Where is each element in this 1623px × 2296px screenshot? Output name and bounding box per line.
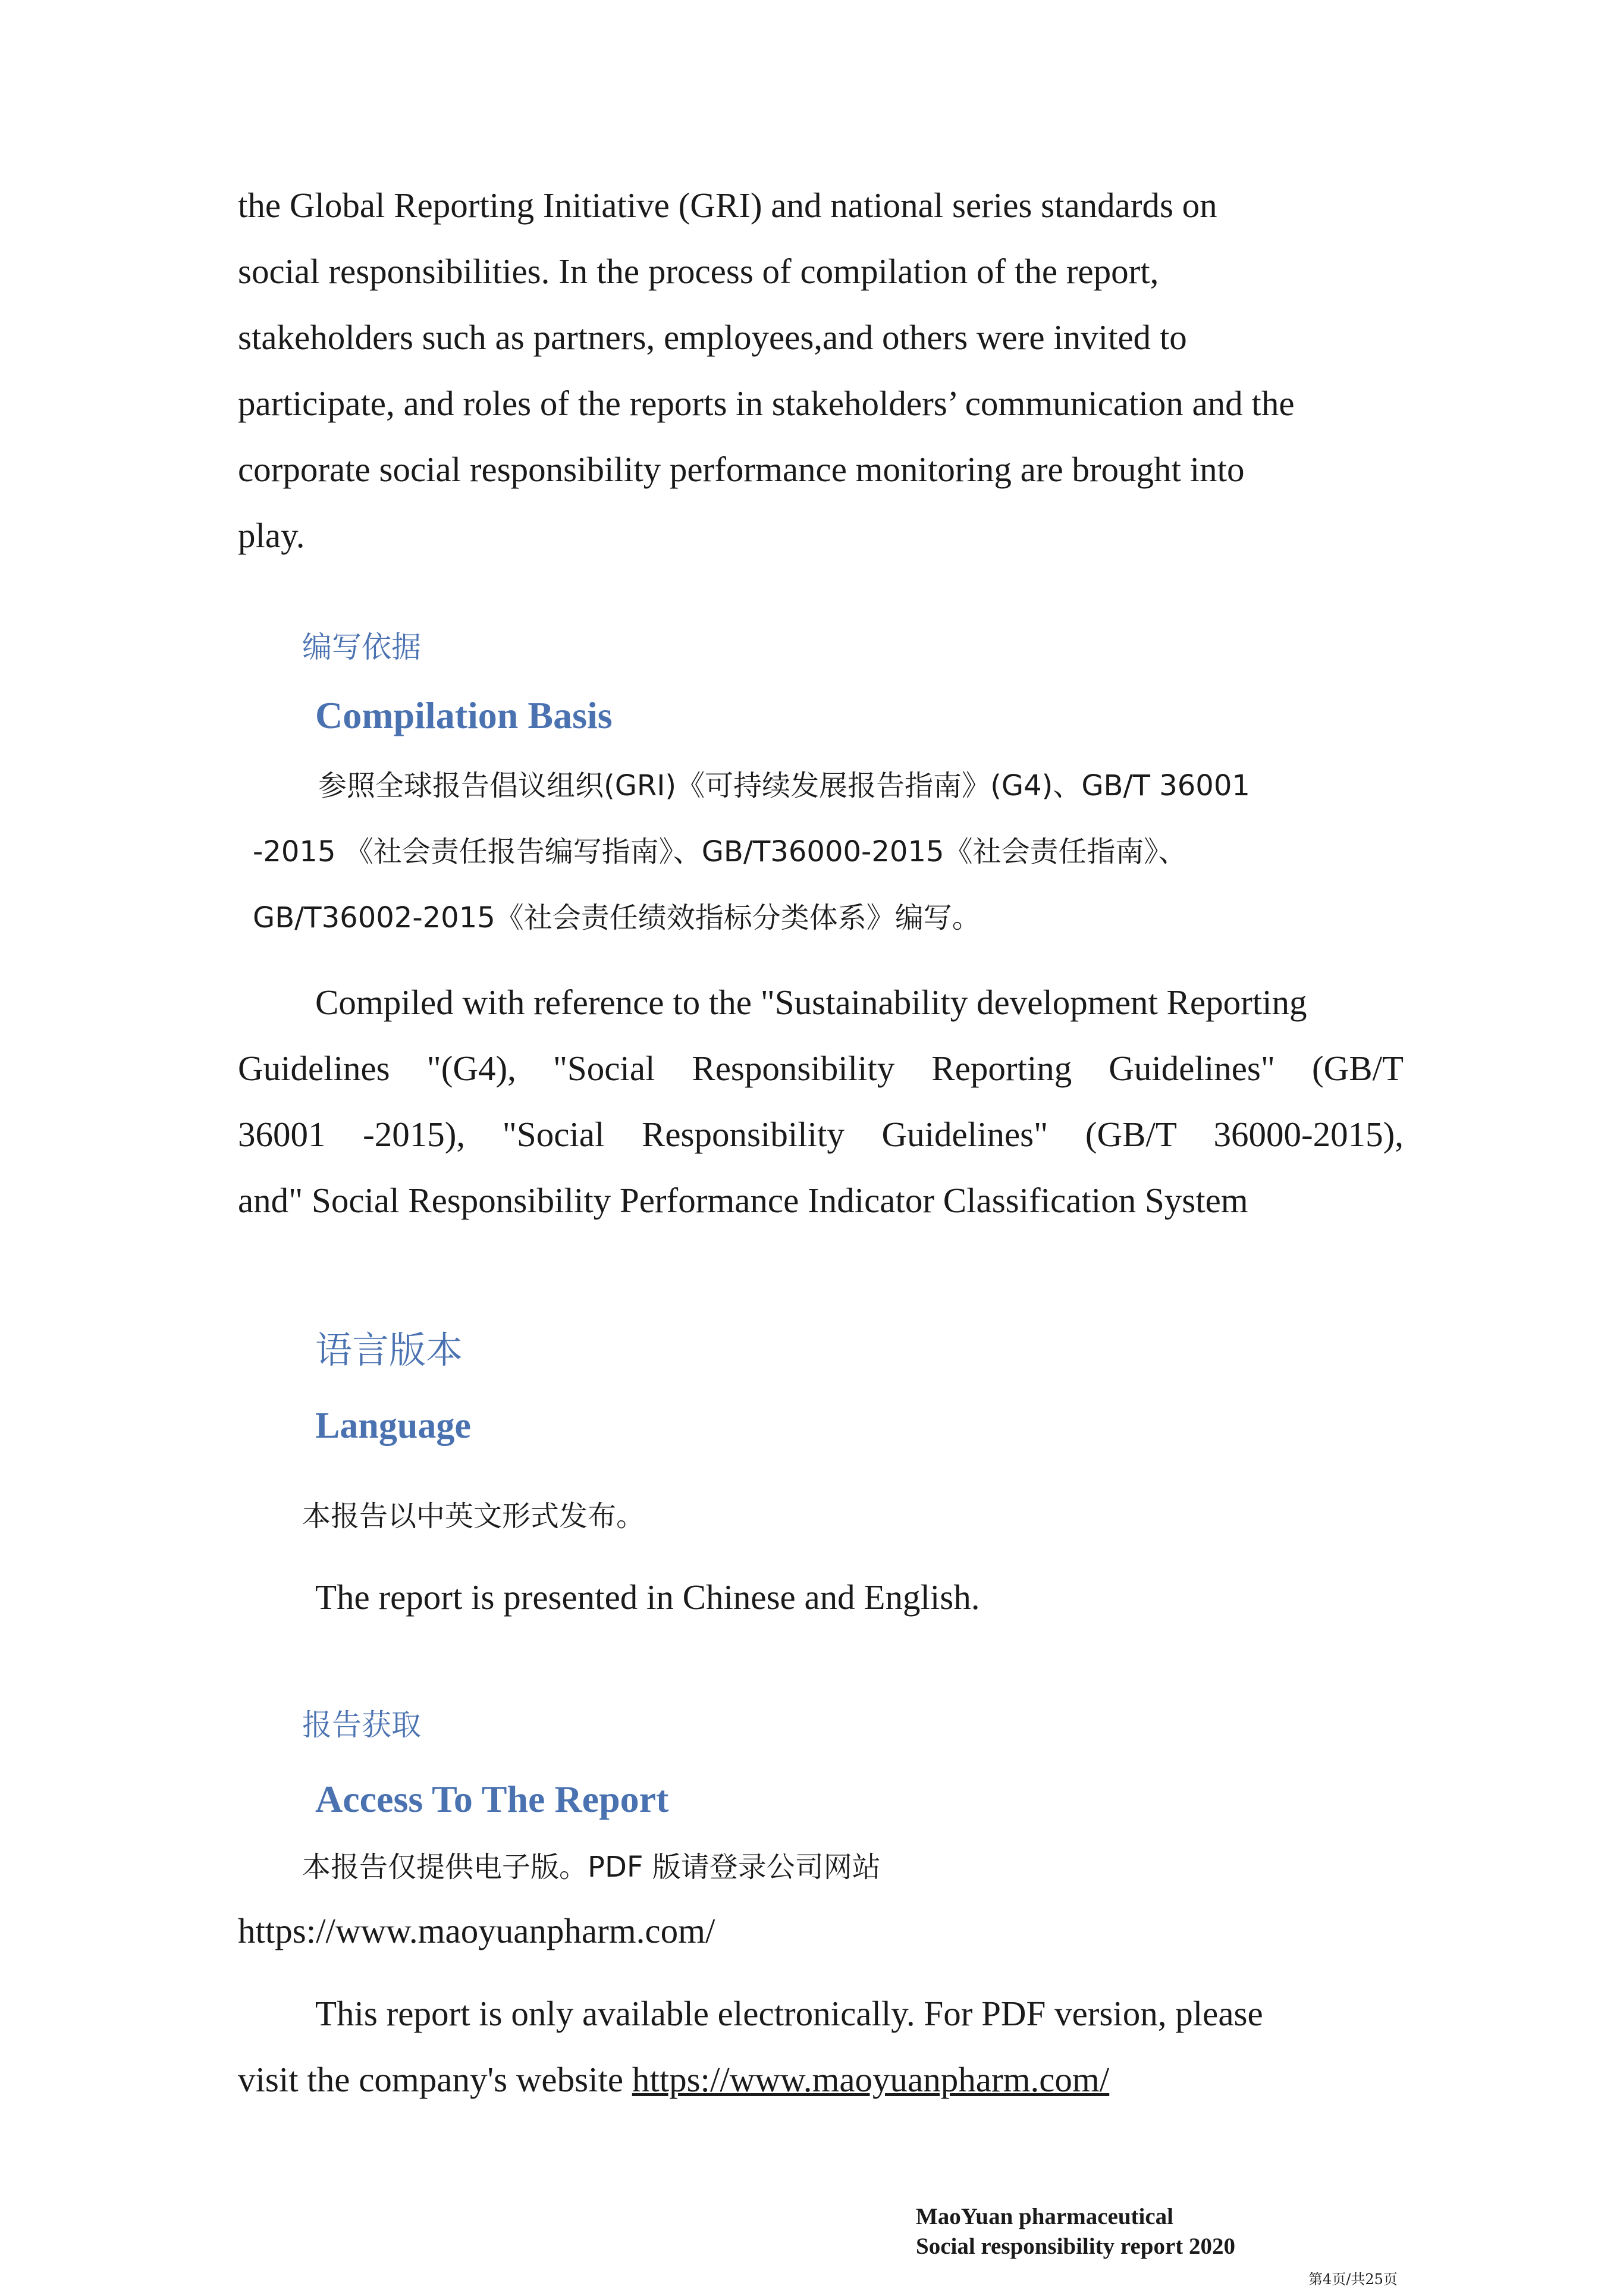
compilation-en-line: Guidelines "(G4), "Social Responsibility Reporting Guidelines" (GB/T: [238, 1049, 1404, 1088]
company-website-link[interactable]: https://www.maoyuanpharm.com/: [632, 2060, 1110, 2099]
compilation-cn-line: 参照全球报告倡议组织(GRI)《可持续发展报告指南》(G4)、GB/T 36001: [318, 769, 1250, 802]
footer-company: MaoYuan pharmaceutical: [916, 2204, 1173, 2229]
language-heading-cn: 语言版本: [315, 1328, 463, 1372]
compilation-cn-line: -2015 《社会责任报告编写指南》、GB/T36000-2015《社会责任指南》、: [253, 835, 1187, 868]
intro-line: stakeholders such as partners, employees,and others were invited to: [238, 318, 1187, 357]
footer-report-title: Social responsibility report 2020: [916, 2234, 1235, 2259]
language-cn-text: 本报告以中英文形式发布。: [302, 1500, 645, 1533]
access-en-line: This report is only available electronically. For PDF version, please: [315, 1994, 1263, 2033]
compilation-cn-line: GB/T36002-2015《社会责任绩效指标分类体系》编写。: [253, 901, 981, 934]
access-heading-cn: 报告获取: [302, 1708, 421, 1742]
intro-line: play.: [238, 516, 305, 555]
compilation-en-line: 36001 -2015), "Social Responsibility Guidelines" (GB/T 36000-2015),: [238, 1115, 1404, 1154]
compilation-en-line: and" Social Responsibility Performance Indicator Classification System: [238, 1181, 1248, 1220]
compilation-heading-en: Compilation Basis: [315, 694, 613, 736]
intro-line: the Global Reporting Initiative (GRI) and national series standards on: [238, 186, 1217, 225]
language-en-text: The report is presented in Chinese and English.: [315, 1577, 980, 1617]
access-cn-text: 本报告仅提供电子版。PDF 版请登录公司网站: [302, 1850, 881, 1884]
language-heading-en: Language: [315, 1406, 471, 1446]
intro-line: social responsibilities. In the process of compilation of the report,: [238, 252, 1159, 291]
intro-line: corporate social responsibility performance monitoring are brought into: [238, 450, 1245, 489]
access-heading-en: Access To The Report: [315, 1778, 669, 1820]
access-cn-url: https://www.maoyuanpharm.com/: [238, 1911, 715, 1950]
compilation-en-line: Compiled with reference to the "Sustainability development Reporting: [315, 983, 1307, 1022]
compilation-heading-cn: 编写依据: [302, 630, 421, 664]
access-en-line: visit the company's website https://www.maoyuanpharm.com/: [238, 2060, 1110, 2099]
page-number: 第4页/共25页: [1308, 2271, 1398, 2288]
intro-line: participate, and roles of the reports in stakeholders’ communication and the: [238, 384, 1295, 423]
